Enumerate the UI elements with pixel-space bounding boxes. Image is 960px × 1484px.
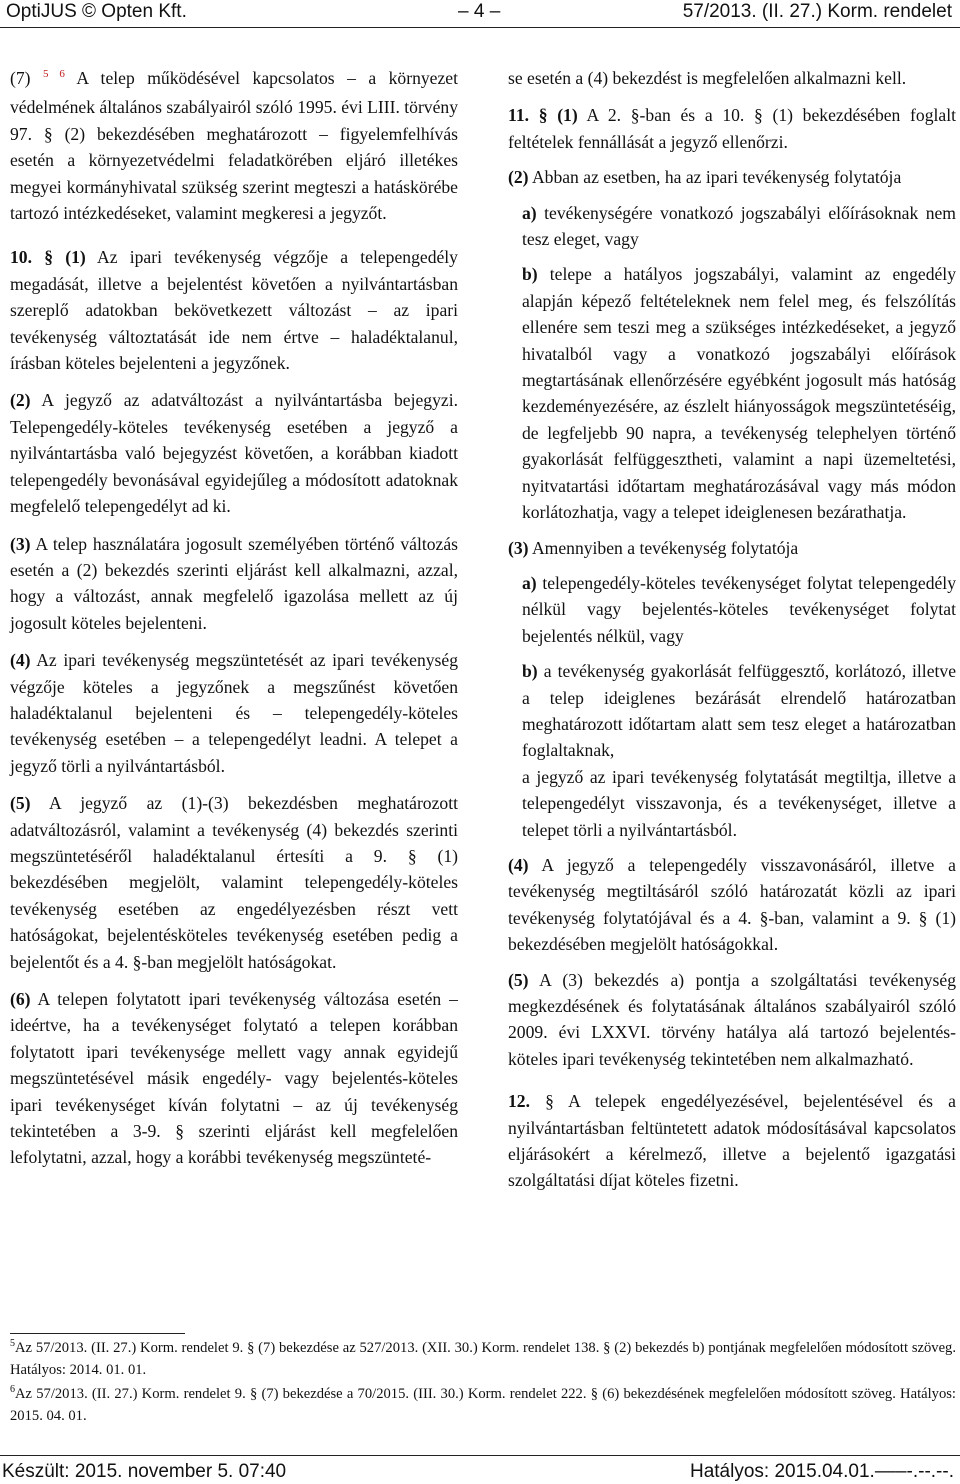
list-marker: b): [522, 264, 538, 285]
section-10-paragraph-1: [10, 244, 458, 376]
page-header: [0, 0, 960, 26]
list-item-b: [508, 261, 956, 525]
paragraph-number: (3): [10, 533, 31, 554]
section-11-paragraph-1: [508, 102, 956, 155]
footnote-6: [10, 1384, 956, 1427]
paragraph-number: (6): [10, 989, 31, 1009]
paragraph-text: A telep használatára jogosult személyében történő változás esetén a (2) bekezdés szerinti eljárást kell alkalmazni, azzal, hogy a változást, annak megfelelő igazolása mellett az új jogosult köteles bejelenteni.: [10, 533, 458, 633]
paragraph-text: A telepen folytatott ipari tevékenység változása esetén – ideértve, ha a tevékenységet folytató a telepen korábban folytatott ipari tevékenysége mellett vagy annak egyidejű megszüntetésével másik engedély- vagy bejelentés-köteles ipari tevékenységet kíván folytatni – az új tevékenység tekintetében a 3-9. § szerinti eljárást kell megfelelően lefolytatni, azzal, hogy a korábbi tevékenység megszünteté-: [10, 989, 458, 1168]
footnote-text: Az 57/2013. (II. 27.) Korm. rendelet 9. § (7) bekezdése a 70/2015. (III. 30.) Korm. rendelet 222. § (6) bekezdésének megfelelően módosított szöveg. Hatályos: 2015. 04. 01.: [10, 1386, 956, 1424]
section-11-paragraph-2: [508, 164, 956, 190]
document-reference: 57/2013. (II. 27.) Korm. rendelet: [682, 1, 952, 22]
list-item-text: tevékenységére vonatkozó jogszabályi előírásoknak nem tesz eleget, vagy: [522, 202, 956, 250]
section-11-paragraph-3: [508, 535, 956, 561]
section-10-paragraph-5: [10, 790, 458, 975]
paragraph-text: Abban az esetben, ha az ipari tevékenység folytatója: [531, 167, 902, 188]
list-item-a: [508, 570, 956, 649]
list-item-text: telepengedély-köteles tevékenységet folytat telepengedély nélkül vagy bejelentés-köteles tevékenységet folytat bejelentés nélkül, vagy: [522, 572, 956, 646]
paragraph-text: A 2. §-ban és a 10. § (1) bekezdésében foglalt feltételek fennállását a jegyző ellenőrzi.: [508, 105, 956, 152]
list-item-a: [508, 200, 956, 253]
paragraph-number: (3): [508, 537, 529, 558]
list-item-text: a tevékenység gyakorlását felfüggesztő, korlátozó, illetve a telep ideiglenes bezárását elrendelő határozatban meghatározott időtartam alatt sem tesz eleget a határozatban foglaltaknak,: [522, 661, 956, 761]
paragraph-number: (2): [508, 167, 529, 188]
section-number: 11.: [508, 105, 530, 126]
header-divider: [0, 27, 960, 28]
footnote-text: Az 57/2013. (II. 27.) Korm. rendelet 9. § (7) bekezdése az 527/2013. (XII. 30.) Korm. rendelet 138. § (2) bekezdés b) pontjának megfelelően módosított szöveg. Hatályos: 2014. 01. 01.: [10, 1340, 956, 1378]
list-item-b: [508, 658, 956, 764]
section-10-paragraph-4: [10, 647, 458, 779]
section-number: 10.: [10, 247, 32, 268]
paragraph-number: (5): [10, 793, 31, 814]
paragraph-text: A jegyző az (1)-(3) bekezdésben meghatározott adatváltozásról, valamint a tevékenység (4) bekezdés szerinti megszüntetéséről haladéktalanul értesíti a 9. § (1) bekezdésében megjelölt, valamint telepengedély-köteles tevékenység esetében az engedélyezésben részt vett hatóságokat, bejelentésköteles tevékenység esetében pedig a bejelentőt és a 4. §-ban megjelölt hatóságokat.: [10, 793, 458, 972]
footnote-divider: [10, 1333, 185, 1334]
paragraph-9-7: [10, 65, 458, 226]
publisher: OptiJUS © Opten Kft.: [6, 1, 187, 22]
section-10-paragraph-3: [10, 531, 458, 637]
paragraph-number: (4): [10, 650, 31, 671]
section-number: 12.: [508, 1091, 530, 1112]
section-11-paragraph-5: [508, 967, 956, 1073]
paragraph-3-conclusion: a jegyző az ipari tevékenység folytatását megtiltja, illetve a telepengedélyt visszavonja, és a tevékenységet, illetve a telepet törli a nyilvántartásból.: [522, 766, 956, 840]
paragraph-text: Az ipari tevékenység végzője a telepengedély megadását, illetve a bejelentést követően a nyilvántartásban szereplő adatokban bekövetkezett változást – az ipari tevékenység változtatását ide nem értve – haladéktalanul, írásban köteles bejelenteni a jegyzőnek.: [10, 247, 458, 374]
right-column: [508, 65, 956, 1194]
paragraph-text: A jegyző a telepengedély visszavonásáról, illetve a tevékenység megtiltásáról szóló határozatát közli az ipari tevékenység folytatójával és a 4. §-ban, valamint a 9. § (1) bekezdésében megjelölt hatóságokkal.: [508, 854, 956, 955]
paragraph-text: A jegyző az adatváltozást a nyilvántartásba bejegyzi. Telepengedély-köteles tevékenység esetében a jegyző a nyilvántartásba való bejegyzést követően, a korábban kiadott telepengedély bevonásával egyidejűleg a módosított adatoknak megfelelő telepengedélyt ad ki.: [10, 390, 458, 517]
section-11-paragraph-4: [508, 852, 956, 958]
list-marker: a): [522, 572, 537, 593]
paragraph-number: (5): [508, 969, 529, 990]
footnote-reference[interactable]: 5 6: [43, 68, 65, 80]
effective-date: Hatályos: 2015.04.01.–––-.--.--.: [689, 1461, 954, 1482]
paragraph-number: § (1): [538, 105, 578, 126]
continuation-text: se esetén a (4) bekezdést is megfelelően alkalmazni kell.: [508, 68, 907, 88]
created-date: Készült: 2015. november 5. 07:40: [2, 1461, 287, 1482]
section-10-paragraph-2: [10, 387, 458, 519]
section-12: [508, 1088, 956, 1194]
paragraph-number: § (1): [44, 247, 86, 268]
paragraph-text: A telep működésével kapcsolatos – a környezet védelmének általános szabályairól szóló 1995. évi LIII. törvény 97. § (2) bekezdésében meghatározott – figyelemfelhívás esetén a környezetvédelmi feladatkörében eljáró illetékes megyei kormányhivatal szükség szerint megteszi a hatáskörébe tartozó intézkedéseket, valamint megkeresi a jegyzőt.: [10, 68, 459, 224]
left-column: [10, 65, 458, 1171]
paragraph-text: Amennyiben a tevékenység folytatója: [531, 537, 799, 558]
list-item-text: telepe a hatályos jogszabályi, valamint az engedély alapján képező feltételeknek nem felel meg, és felszólítás ellenére sem teszi meg a szükséges intézkedéseket, a jegyző hivatalból vagy a vonatkozó jogszabályi előírások megtartásának ellenőrzésére egyébként jogosult más hatóság kezdeményezésére, az észlelt hiányosságok megszüntetéséig, de legfeljebb 90 napra, a tevékenység telephelyen történő gyakorlását felfüggesztheti, valamint a napi üzemeltetési, nyitvatartási időtartam meghatározásával vagy más módon korlátozhatja, vagy a telepet ideiglenesen bezárathatja.: [522, 264, 956, 523]
page-number: – 4 –: [458, 1, 501, 22]
footnote-number: 5: [10, 1338, 15, 1349]
footnote-5: [10, 1338, 956, 1381]
paragraph-text: A (3) bekezdés a) pontja a szolgáltatási tevékenység megkezdésének és folytatásának általános szabályairól szóló 2009. évi LXXVI. törvény hatálya alá tartozó bejelentés-köteles ipari tevékenység tekintetében nem alkalmazható.: [508, 969, 956, 1069]
list-marker: a): [522, 202, 537, 223]
list-marker: b): [522, 661, 538, 682]
footer-divider: [0, 1455, 960, 1456]
paragraph-text: Az ipari tevékenység megszüntetését az ipari tevékenység végzője köteles a jegyzőnek a megszűnést követően haladéktalanul bejelenteni és – telepengedély-köteles tevékenység esetében – a telepengedélyt leadni. A telepet a jegyző törli a nyilvántartásból.: [10, 650, 458, 776]
section-10-paragraph-6: [10, 986, 458, 1171]
paragraph-text: § A telepek engedélyezésével, bejelentésével és a nyilvántartásban feltüntetett adatok módosításával kapcsolatos eljárásokért a kérelmező, illetve a bejelentő igazgatási szolgáltatási díjat köteles fizetni.: [508, 1091, 956, 1191]
paragraph-number: (7): [10, 68, 31, 88]
paragraph-number: (2): [10, 390, 31, 411]
paragraph-number: (4): [508, 854, 529, 875]
footnote-number: 6: [10, 1384, 15, 1395]
